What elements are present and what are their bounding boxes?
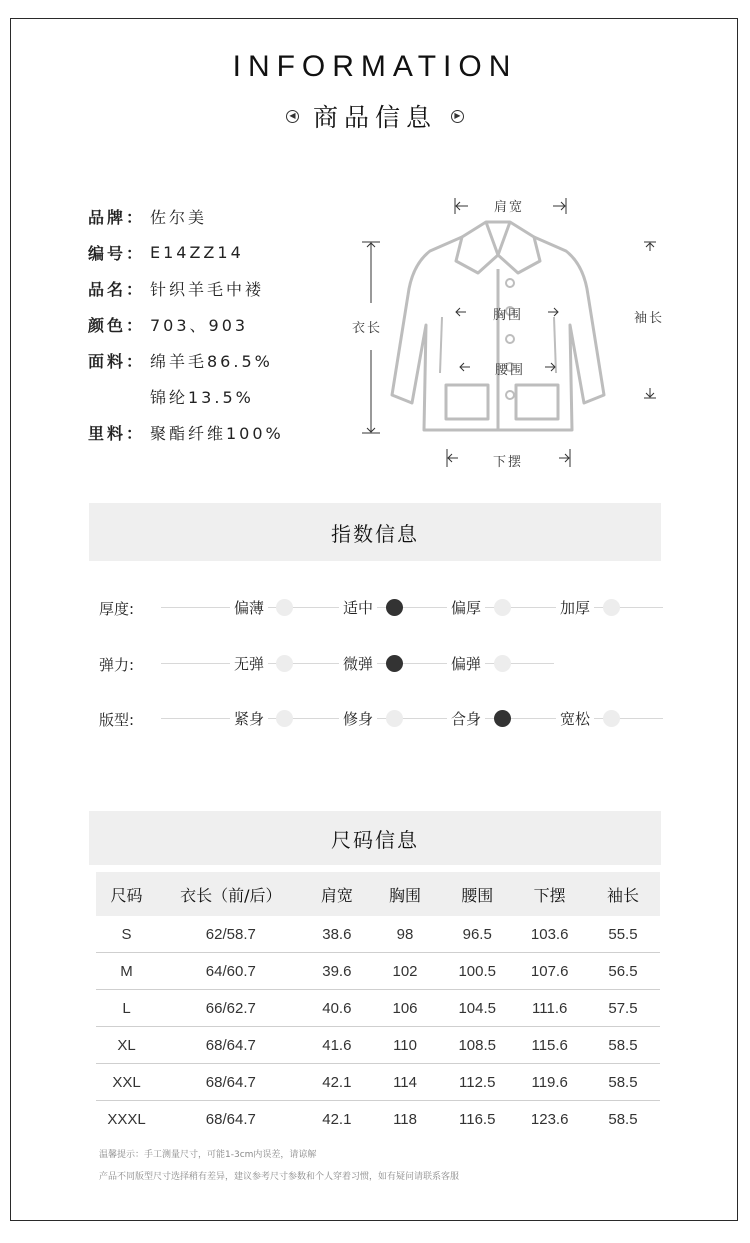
index-option: 微弹	[339, 653, 377, 674]
info-value: E14ZZ14	[150, 242, 244, 262]
size-col-header: 肩宽	[305, 872, 369, 916]
index-row-label: 版型:	[99, 711, 135, 729]
table-cell: 64/60.7	[157, 953, 305, 990]
info-row-fabric-2	[88, 378, 284, 414]
index-section-header: 指数信息	[89, 503, 661, 561]
note-line: 温馨提示：手工测量尺寸，可能1-3cm内误差，请谅解	[99, 1150, 317, 1160]
size-section-header: 尺码信息	[89, 811, 661, 865]
table-cell: 119.6	[513, 1064, 585, 1101]
index-row-thickness	[99, 596, 669, 620]
chest-label: 胸围	[493, 308, 524, 323]
size-notes	[99, 1144, 459, 1188]
info-value: 针织羊毛中褛	[150, 279, 265, 299]
product-info	[88, 198, 284, 450]
size-col-header: 下摆	[513, 872, 585, 916]
index-row-elasticity	[99, 652, 669, 676]
info-value: 锦纶13.5%	[150, 387, 254, 407]
index-option: 加厚	[556, 597, 594, 618]
index-dot	[276, 710, 293, 727]
index-dot	[603, 710, 620, 727]
table-cell: 58.5	[586, 1027, 660, 1064]
table-cell: 106	[369, 990, 441, 1027]
index-row-fit	[99, 707, 669, 731]
index-option: 紧身	[230, 708, 268, 729]
info-key: 颜色：	[88, 315, 146, 335]
table-cell: 108.5	[441, 1027, 513, 1064]
size-table	[96, 872, 660, 1137]
table-cell: XL	[96, 1027, 157, 1064]
info-key: 面料：	[88, 351, 146, 371]
note-line: 产品不同版型尺寸选择稍有差异，建议参考尺寸参数和个人穿着习惯，如有疑问请联系客服	[99, 1172, 460, 1182]
info-row-fabric	[88, 342, 284, 378]
table-cell: 58.5	[608, 1110, 638, 1128]
index-row-label: 厚度:	[99, 600, 135, 618]
index-row-label: 弹力:	[99, 656, 135, 674]
table-cell: 68/64.7	[157, 1064, 305, 1101]
table-cell: 102	[369, 953, 441, 990]
table-cell: 111.6	[513, 990, 585, 1027]
table-cell: XXL	[96, 1064, 157, 1101]
index-option: 合身	[447, 708, 485, 729]
table-cell: M	[96, 953, 157, 990]
shoulder-label: 肩宽	[494, 200, 525, 215]
table-cell: 42.1	[322, 1110, 352, 1128]
table-cell: 116.5	[459, 1110, 496, 1128]
table-cell: 123.6	[530, 1110, 569, 1128]
index-dot-selected	[386, 599, 403, 616]
table-cell: 58.5	[586, 1064, 660, 1101]
table-cell: 104.5	[441, 990, 513, 1027]
table-cell: 100.5	[441, 953, 513, 990]
table-cell: XXXL	[107, 1110, 146, 1128]
table-cell: 40.6	[305, 990, 369, 1027]
table-cell: 114	[369, 1064, 441, 1101]
info-value: 聚酯纤维100%	[150, 423, 284, 443]
info-value: 绵羊毛86.5%	[150, 351, 273, 371]
table-cell: 68/64.7	[205, 1110, 256, 1128]
table-cell: 98	[369, 916, 441, 953]
info-key: 品名：	[88, 279, 146, 299]
page-title-en: INFORMATION	[232, 50, 518, 83]
table-cell: 66/62.7	[157, 990, 305, 1027]
measurement-diagram	[350, 185, 680, 485]
table-cell: 110	[369, 1027, 441, 1064]
sleeve-label: 袖长	[634, 311, 665, 326]
table-cell: 112.5	[441, 1064, 513, 1101]
table-row	[96, 1101, 660, 1138]
table-cell: 38.6	[305, 916, 369, 953]
index-dot	[603, 599, 620, 616]
table-row	[96, 953, 660, 990]
table-cell: 57.5	[586, 990, 660, 1027]
page-title-row	[0, 98, 750, 134]
hem-label: 下摆	[493, 455, 524, 470]
table-row	[96, 916, 660, 953]
table-cell: 62/58.7	[157, 916, 305, 953]
waist-label: 腰围	[495, 363, 526, 378]
info-key: 编号：	[88, 243, 146, 263]
table-cell: 107.6	[513, 953, 585, 990]
table-cell: S	[96, 916, 157, 953]
table-row	[96, 1027, 660, 1064]
table-cell: 103.6	[513, 916, 585, 953]
size-col-header: 衣长（前/后）	[157, 872, 305, 916]
info-key: 里料：	[88, 423, 146, 443]
info-row-color	[88, 306, 284, 342]
table-cell: 96.5	[441, 916, 513, 953]
index-option: 修身	[339, 708, 377, 729]
table-cell: 118	[393, 1110, 417, 1128]
table-cell: 42.1	[305, 1064, 369, 1101]
index-dot	[494, 655, 511, 672]
index-dot	[276, 655, 293, 672]
left-arrow-icon: ◀	[286, 110, 299, 123]
coat-outline-icon	[350, 185, 680, 485]
table-cell: 55.5	[586, 916, 660, 953]
index-option: 适中	[339, 597, 377, 618]
table-cell: 115.6	[513, 1027, 585, 1064]
info-value: 佐尔美	[150, 207, 208, 227]
size-col-header: 尺码	[96, 872, 157, 916]
index-dot	[276, 599, 293, 616]
index-option: 宽松	[556, 708, 594, 729]
table-row	[96, 990, 660, 1027]
size-col-header: 袖长	[586, 872, 660, 916]
index-option: 偏弹	[447, 653, 485, 674]
page-title-cn: 商品信息	[312, 103, 437, 132]
table-row	[96, 1064, 660, 1101]
index-option: 偏厚	[447, 597, 485, 618]
index-dot	[386, 710, 403, 727]
length-label: 衣长	[352, 321, 383, 336]
info-key: 品牌：	[88, 207, 146, 227]
size-table-header-row	[96, 872, 660, 916]
size-col-header: 胸围	[369, 872, 441, 916]
index-option: 偏薄	[230, 597, 268, 618]
table-cell: 41.6	[305, 1027, 369, 1064]
right-arrow-icon: ▶	[451, 110, 464, 123]
index-dot-selected	[494, 710, 511, 727]
info-value: 703、903	[150, 315, 249, 335]
info-row-code	[88, 234, 284, 270]
size-col-header: 腰围	[441, 872, 513, 916]
info-row-name	[88, 270, 284, 306]
info-row-lining	[88, 414, 284, 450]
table-cell: 68/64.7	[157, 1027, 305, 1064]
index-dot-selected	[386, 655, 403, 672]
table-cell: 56.5	[586, 953, 660, 990]
index-dot	[494, 599, 511, 616]
table-cell: 39.6	[305, 953, 369, 990]
table-cell: L	[96, 990, 157, 1027]
info-row-brand	[88, 198, 284, 234]
index-option: 无弹	[230, 653, 268, 674]
